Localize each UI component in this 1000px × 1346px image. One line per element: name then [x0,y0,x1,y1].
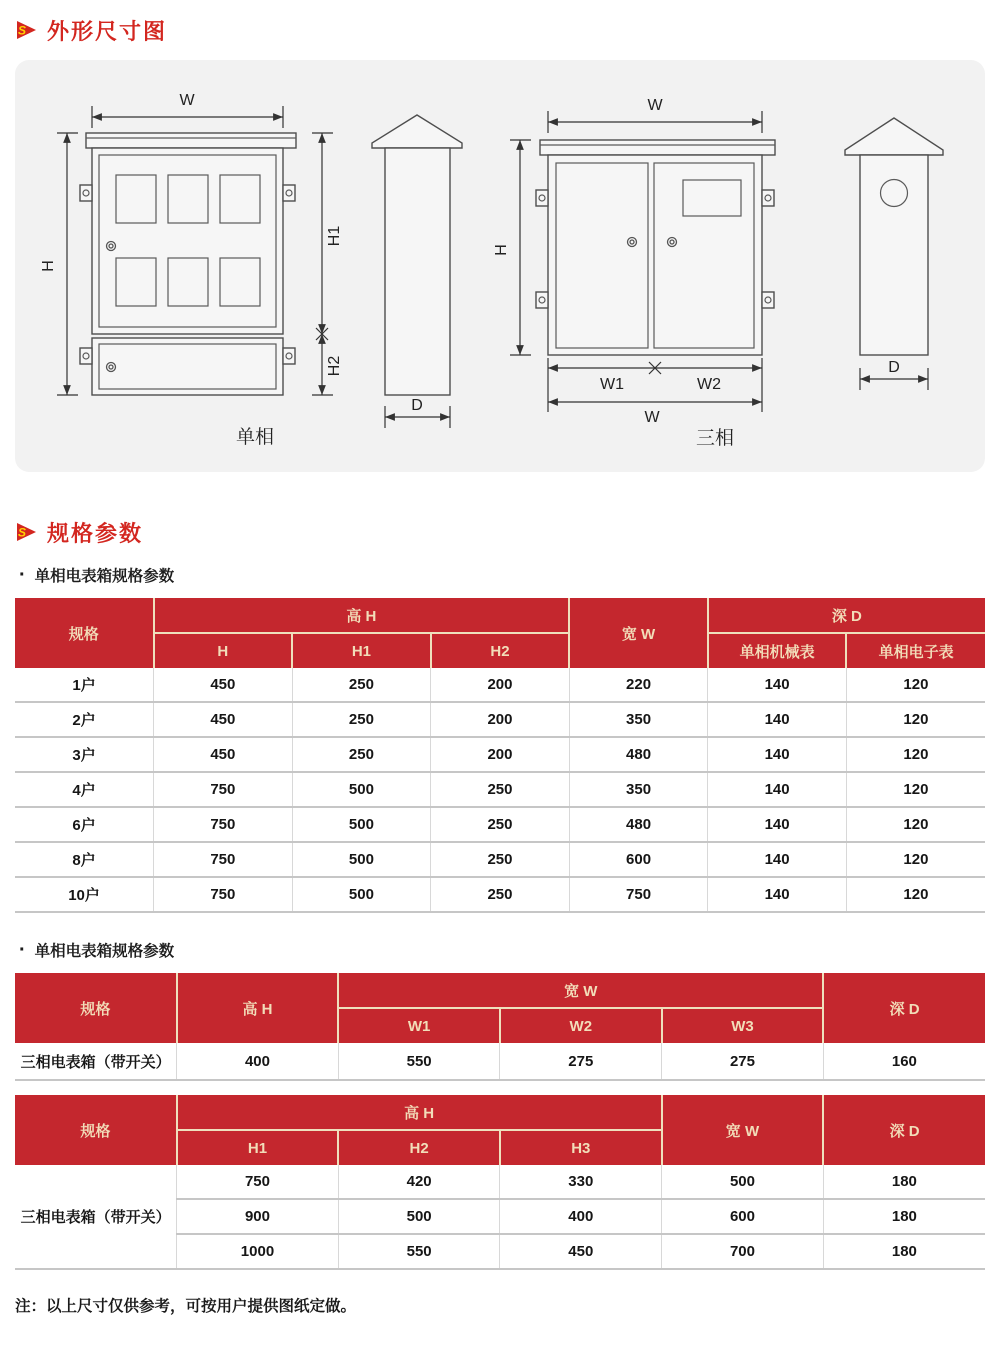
table-row [15,1043,985,1079]
table-cell: 450 [154,668,293,702]
column-header-depth: 深 D [823,1095,985,1165]
label-three-phase: 三相 [695,428,735,449]
table-cell: 750 [154,807,293,842]
table-header-row [15,1095,985,1130]
column-header-width: 宽 W [662,1095,824,1165]
column-header-w3: W3 [662,1008,824,1043]
table-row [15,1165,985,1199]
table-cell: 140 [708,737,847,772]
single-phase-table-wrap [15,598,985,913]
table-cell: 200 [431,702,570,737]
section-title-dimensions [15,16,985,44]
bullet-second-specs [15,939,985,961]
dim-h1 [312,133,343,340]
side-roof-cap [372,115,462,148]
column-header-w1: W1 [338,1008,500,1043]
three-phase-side-view [845,118,943,390]
table-cell: 500 [292,842,431,877]
column-header-spec: 规格 [15,598,154,668]
table-cell: 250 [431,772,570,807]
dim-label-w-bottom: W [644,409,660,426]
table-cell: 三相电表箱（带开关） [15,1043,177,1079]
table-cell: 600 [662,1199,824,1234]
table-subheader-row [15,633,985,668]
table-cell: 480 [569,807,708,842]
table-cell: 450 [154,702,293,737]
table-cell: 140 [708,842,847,877]
icon-letter: S [18,23,27,38]
table-cell: 250 [292,702,431,737]
table-cell: 140 [708,807,847,842]
dim-label-w-single: W [179,92,195,109]
table-cell: 700 [662,1234,824,1268]
table-cell: 500 [292,772,431,807]
table-cell: 160 [823,1043,985,1079]
table-cell: 450 [154,737,293,772]
dim-label-h-three: H [493,244,510,256]
spec-page [0,16,1000,1346]
table-cell: 250 [431,842,570,877]
table-cell: 120 [846,842,985,877]
table-cell: 250 [431,807,570,842]
page-title: 外形尺寸图 [47,18,168,44]
table-cell: 2户 [15,702,154,737]
table-cell: 220 [569,668,708,702]
table-row [15,702,985,737]
table-cell: 350 [569,702,708,737]
column-header-h1: H1 [292,633,431,668]
row-label-cell: 三相电表箱（带开关） [15,1165,177,1268]
table-cell: 120 [846,702,985,737]
dim-label-w2: W2 [697,376,721,393]
three-phase-front-view [493,97,775,449]
table-cell: 10户 [15,877,154,911]
table-cell: 180 [823,1165,985,1199]
table-cell: 120 [846,668,985,702]
column-header-spec: 规格 [15,973,177,1043]
table-cell: 750 [154,842,293,877]
table-cell: 600 [569,842,708,877]
roof-slab [86,133,296,148]
table-cell: 500 [662,1165,824,1199]
table-cell: 330 [500,1165,662,1199]
table-cell: 400 [500,1199,662,1234]
table-cell: 750 [154,877,293,911]
dim-w-top [548,97,762,133]
bullet-text: 单相电表箱规格参数 [34,943,175,960]
spec-table-three-phase-width [15,973,985,1079]
table-cell: 120 [846,807,985,842]
table-cell: 140 [708,668,847,702]
table-header-row [15,598,985,633]
table-cell: 480 [569,737,708,772]
spec-table-three-phase-height [15,1095,985,1268]
table-row [15,877,985,911]
dim-label-w1: W1 [600,376,624,393]
column-header-h3: H3 [500,1130,662,1165]
icon-letter: S [18,525,27,540]
bottom-compartment [92,338,283,395]
spec-table-single-phase [15,598,985,911]
bullet-dot: · [19,564,26,586]
column-header-h2: H2 [338,1130,500,1165]
label-single-phase: 单相 [235,427,275,448]
table-cell: 8户 [15,842,154,877]
table-cell: 750 [569,877,708,911]
column-header-depth: 深 D [823,973,985,1043]
table-cell: 275 [662,1043,824,1079]
table-cell: 550 [338,1043,500,1079]
column-header-mech: 单相机械表 [708,633,847,668]
table-cell: 550 [338,1234,500,1268]
side-roof-cap [845,118,943,155]
table-cell: 275 [500,1043,662,1079]
table-cell: 140 [708,877,847,911]
table-row [15,842,985,877]
table-row [15,807,985,842]
dim-d-three [860,359,928,390]
note-text: 注：以上尺寸仅供参考，可按用户提供图纸定做。 [15,1298,357,1315]
column-header-w2: W2 [500,1008,662,1043]
side-body [860,155,928,355]
table-cell: 250 [292,668,431,702]
side-body [385,148,450,395]
table-cell: 420 [338,1165,500,1199]
table-row [15,772,985,807]
dim-label-d-single: D [411,397,423,414]
table-cell: 120 [846,737,985,772]
table-cell: 250 [431,877,570,911]
table-cell: 6户 [15,807,154,842]
column-header-elec: 单相电子表 [846,633,985,668]
column-header-height-group: 高 H [177,1095,662,1130]
three-phase-table-h-wrap [15,1095,985,1270]
table-cell: 180 [823,1199,985,1234]
dim-w-single [92,92,283,128]
dim-h-three [493,140,531,355]
bullet-dot: · [19,939,26,961]
table-cell: 900 [177,1199,339,1234]
table-cell: 1户 [15,668,154,702]
dimension-diagram [15,60,985,472]
table-cell: 200 [431,737,570,772]
table-cell: 4户 [15,772,154,807]
table-cell: 350 [569,772,708,807]
table-cell: 1000 [177,1234,339,1268]
dim-label-h1: H1 [326,225,343,247]
dim-label-w-top: W [647,97,663,114]
column-header-height-group: 高 H [154,598,570,633]
dim-label-h2: H2 [326,355,343,377]
table-cell: 140 [708,702,847,737]
table-cell: 180 [823,1234,985,1268]
table-cell: 250 [292,737,431,772]
bullet-single-phase-specs [15,564,985,586]
dim-w1-w2 [548,358,762,412]
table-cell: 500 [292,807,431,842]
column-header-h2: H2 [431,633,570,668]
table-cell: 120 [846,877,985,911]
table-row [15,668,985,702]
section-title-specs [15,518,985,546]
dim-label-d-three: D [888,359,900,376]
column-header-depth-group: 深 D [708,598,985,633]
dim-w-bottom [548,402,762,426]
diagram-panel [15,60,985,472]
table-row [15,737,985,772]
column-header-width: 宽 W [569,598,708,668]
table-cell: 750 [154,772,293,807]
table-cell: 3户 [15,737,154,772]
cabinet-body [548,155,762,355]
table-header-row [15,973,985,1008]
column-header-h1: H1 [177,1130,339,1165]
dim-h-single [40,133,78,395]
column-header-spec: 规格 [15,1095,177,1165]
single-phase-side-view [372,115,462,428]
table-cell: 400 [177,1043,339,1079]
table-cell: 450 [500,1234,662,1268]
section-marker-icon [15,522,37,542]
bullet-text: 单相电表箱规格参数 [34,568,175,585]
table-cell: 140 [708,772,847,807]
table-cell: 120 [846,772,985,807]
three-phase-table-w-wrap [15,973,985,1081]
single-phase-front-view [40,92,343,448]
section-marker-icon [15,20,37,40]
column-header-width-group: 宽 W [338,973,823,1008]
dim-label-h-single: H [40,260,57,272]
column-header-height: 高 H [177,973,339,1043]
table-cell: 750 [177,1165,339,1199]
table-cell: 500 [338,1199,500,1234]
roof-slab [540,140,775,155]
table-cell: 200 [431,668,570,702]
dim-h2 [312,334,343,395]
dim-d-single [385,397,450,428]
section-title-text: 规格参数 [47,520,144,546]
table-cell: 500 [292,877,431,911]
column-header-h: H [154,633,293,668]
